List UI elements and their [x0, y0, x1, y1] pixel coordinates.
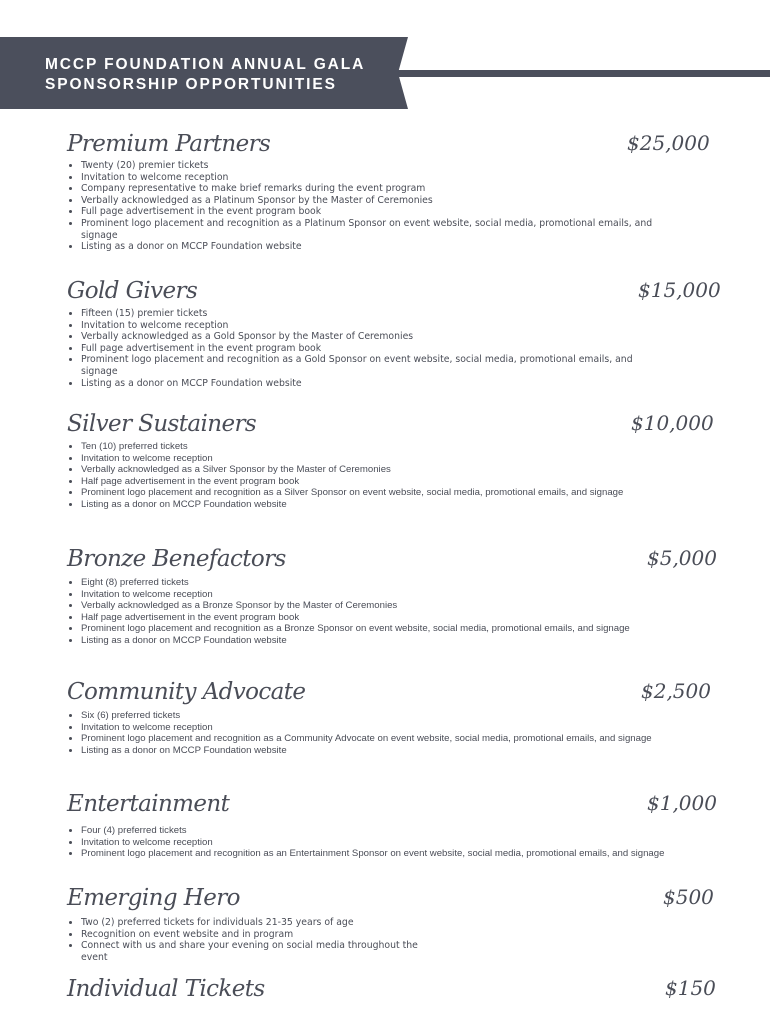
benefit-item: • Listing as a donor on MCCP Foundation website: [81, 635, 646, 647]
benefit-item: • Listing as a donor on MCCP Foundation website: [81, 241, 691, 253]
benefit-item: • Invitation to welcome reception: [81, 722, 666, 734]
benefit-item: • Verbally acknowledged as a Platinum Sponsor by the Master of Ceremonies: [81, 195, 691, 207]
header-rule: [398, 70, 770, 77]
benefit-item: • Fifteen (15) premier tickets: [81, 308, 671, 320]
benefit-list: [65, 308, 671, 389]
page-title: [45, 55, 365, 95]
tier-name: Individual Tickets: [67, 976, 265, 1002]
benefit-item: • Prominent logo placement and recognition as a Bronze Sponsor on event website, social media, promotional emails, and signage: [81, 623, 646, 635]
tier-name: Gold Givers: [67, 278, 198, 304]
benefit-item: • Prominent logo placement and recognition as an Entertainment Sponsor on event website, social media, promotional emails, and signage: [81, 848, 706, 860]
benefit-item: • Recognition on event website and in program: [81, 929, 441, 941]
benefit-item: • Twenty (20) premier tickets: [81, 160, 691, 172]
benefit-item: • Verbally acknowledged as a Gold Sponsor by the Master of Ceremonies: [81, 331, 671, 343]
tier-name: Community Advocate: [67, 679, 306, 705]
benefit-list: [65, 917, 441, 963]
benefit-list: [65, 825, 706, 860]
title-line-1: MCCP FOUNDATION ANNUAL GALA: [45, 56, 366, 73]
tier-name: Bronze Benefactors: [67, 546, 286, 572]
tier-price: $15,000: [638, 278, 721, 302]
benefit-list: [65, 441, 641, 511]
benefit-item: • Invitation to welcome reception: [81, 320, 671, 332]
benefit-item: • Ten (10) preferred tickets: [81, 441, 641, 453]
benefit-item: • Prominent logo placement and recognition as a Silver Sponsor on event website, social media, promotional emails, and signage: [81, 487, 641, 499]
benefit-item: • Prominent logo placement and recognition as a Community Advocate on event website, social media, promotional emails, and signage: [81, 733, 666, 745]
benefit-item: • Verbally acknowledged as a Bronze Sponsor by the Master of Ceremonies: [81, 600, 646, 612]
benefit-item: • Invitation to welcome reception: [81, 172, 691, 184]
tier-price: $2,500: [641, 679, 711, 703]
benefit-item: • Verbally acknowledged as a Silver Sponsor by the Master of Ceremonies: [81, 464, 641, 476]
title-line-2: SPONSORSHIP OPPORTUNITIES: [45, 76, 337, 93]
tier-price: $150: [665, 976, 716, 1000]
benefit-item: • Company representative to make brief remarks during the event program: [81, 183, 691, 195]
tier-price: $25,000: [627, 131, 710, 155]
tier-price: $5,000: [647, 546, 717, 570]
benefit-item: • Full page advertisement in the event program book: [81, 206, 691, 218]
tier-name: Premium Partners: [67, 131, 271, 157]
benefit-item: • Invitation to welcome reception: [81, 589, 646, 601]
benefit-item: • Four (4) preferred tickets: [81, 825, 706, 837]
benefit-item: • Full page advertisement in the event program book: [81, 343, 671, 355]
benefit-item: • Prominent logo placement and recognition as a Gold Sponsor on event website, social media, promotional emails, and signage: [81, 354, 671, 377]
benefit-item: • Six (6) preferred tickets: [81, 710, 666, 722]
benefit-item: • Listing as a donor on MCCP Foundation website: [81, 499, 641, 511]
benefit-item: • Invitation to welcome reception: [81, 837, 706, 849]
benefit-item: • Two (2) preferred tickets for individuals 21-35 years of age: [81, 917, 441, 929]
benefit-list: [65, 710, 666, 756]
benefit-item: • Half page advertisement in the event program book: [81, 612, 646, 624]
benefit-item: • Half page advertisement in the event program book: [81, 476, 641, 488]
benefit-item: • Eight (8) preferred tickets: [81, 577, 646, 589]
tier-name: Emerging Hero: [67, 885, 240, 911]
benefit-list: [65, 160, 691, 253]
benefit-list: [65, 577, 646, 647]
benefit-item: • Listing as a donor on MCCP Foundation website: [81, 745, 666, 757]
benefit-item: • Listing as a donor on MCCP Foundation website: [81, 378, 671, 390]
tier-name: Entertainment: [67, 791, 230, 817]
tier-price: $1,000: [647, 791, 717, 815]
benefit-item: • Connect with us and share your evening on social media throughout the event: [81, 940, 441, 963]
tier-price: $10,000: [631, 411, 714, 435]
benefit-item: • Invitation to welcome reception: [81, 453, 641, 465]
benefit-item: • Prominent logo placement and recognition as a Platinum Sponsor on event website, social media, promotional emails, and signage: [81, 218, 691, 241]
tier-name: Silver Sustainers: [67, 411, 257, 437]
tier-price: $500: [663, 885, 714, 909]
